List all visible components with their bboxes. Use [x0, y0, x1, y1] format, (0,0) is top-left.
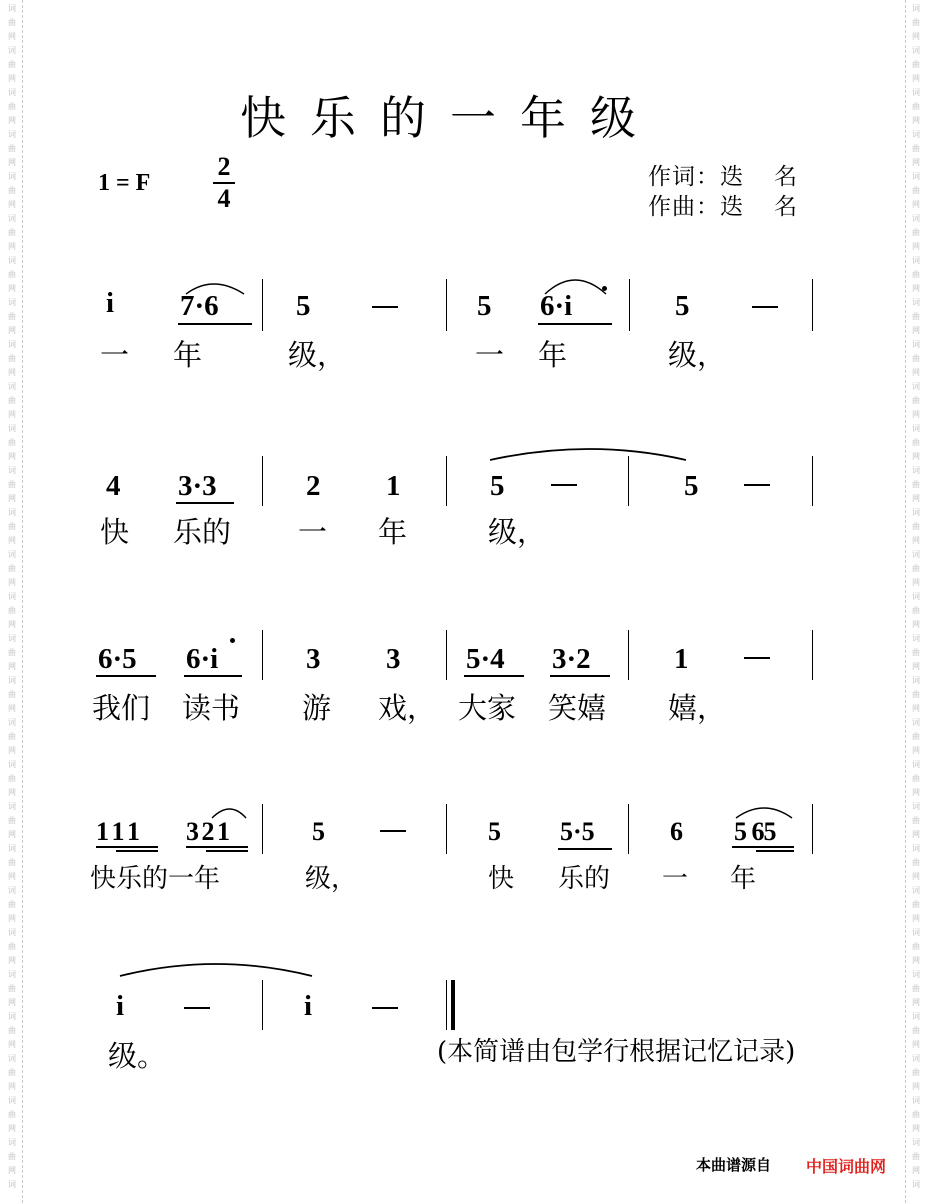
watermark-glyph: 网 [912, 242, 920, 251]
lyricist-label: 作词： [648, 164, 720, 190]
watermark-glyph: 曲 [8, 1152, 16, 1161]
watermark-glyph: 词 [912, 256, 920, 265]
note: 6·i [540, 290, 573, 322]
note: i [304, 990, 313, 1022]
watermark-glyph: 曲 [912, 1068, 920, 1077]
watermark-glyph: 词 [912, 382, 920, 391]
lyricist-name-b: 名 [774, 164, 798, 190]
watermark-glyph: 网 [8, 788, 16, 797]
watermark-glyph: 曲 [8, 564, 16, 573]
watermark-glyph: 词 [8, 466, 16, 475]
note: 3 [386, 643, 401, 675]
watermark-glyph: 网 [912, 788, 920, 797]
watermark-glyph: 词 [912, 508, 920, 517]
watermark-glyph: 网 [912, 662, 920, 671]
watermark-glyph: 曲 [912, 984, 920, 993]
watermark-glyph: 网 [8, 368, 16, 377]
watermark-glyph: 词 [912, 298, 920, 307]
slur [212, 809, 246, 818]
watermark-glyph: 网 [912, 284, 920, 293]
watermark-glyph: 曲 [8, 942, 16, 951]
lyric: 级， [305, 864, 358, 894]
lyric: 乐的 [558, 864, 611, 894]
watermark-glyph: 词 [912, 424, 920, 433]
watermark-glyph: 网 [912, 200, 920, 209]
lyricist-name-a: 迭 [720, 164, 744, 190]
watermark-glyph: 网 [912, 158, 920, 167]
watermark-glyph: 词 [8, 256, 16, 265]
watermark-glyph: 网 [912, 704, 920, 713]
note: 7·6 [180, 290, 219, 322]
watermark-glyph: 词 [912, 676, 920, 685]
watermark-glyph: 词 [8, 340, 16, 349]
watermark-glyph: 曲 [8, 858, 16, 867]
watermark-glyph: 网 [912, 872, 920, 881]
note: 5 [675, 290, 690, 322]
watermark-glyph: 网 [8, 662, 16, 671]
watermark-glyph: 曲 [8, 144, 16, 153]
lyric: 一 [100, 338, 130, 372]
watermark-glyph: 曲 [8, 396, 16, 405]
watermark-glyph: 曲 [912, 480, 920, 489]
watermark-glyph: 曲 [8, 606, 16, 615]
watermark-glyph: 词 [8, 970, 16, 979]
note: 3 [306, 643, 321, 675]
watermark-glyph: 网 [912, 830, 920, 839]
watermark-glyph: 网 [912, 578, 920, 587]
watermark-glyph: 网 [912, 326, 920, 335]
watermark-glyph: 网 [8, 410, 16, 419]
watermark-glyph: 词 [8, 592, 16, 601]
time-signature-bottom: 4 [217, 184, 231, 213]
lyric: 我们 [92, 691, 151, 725]
watermark-glyph: 网 [8, 1166, 16, 1175]
composer-label: 作曲： [648, 194, 720, 220]
watermark-glyph: 词 [8, 46, 16, 55]
watermark-glyph: 曲 [912, 18, 920, 27]
watermark-glyph: 曲 [912, 942, 920, 951]
composer-name-b: 名 [774, 194, 798, 220]
watermark-glyph: 词 [912, 760, 920, 769]
watermark-glyph: 曲 [912, 396, 920, 405]
lyric: 笑嬉 [548, 691, 607, 725]
watermark-glyph: 网 [8, 1124, 16, 1133]
lyric: 快 [488, 864, 515, 894]
lyric: 一 [298, 515, 328, 549]
note: 3·2 [552, 643, 591, 675]
watermark-glyph: 网 [912, 494, 920, 503]
note: 5 [477, 290, 492, 322]
watermark-glyph: 曲 [912, 186, 920, 195]
watermark-glyph: 曲 [912, 816, 920, 825]
note: 2 [306, 470, 321, 502]
watermark-glyph: 网 [8, 956, 16, 965]
watermark-glyph: 网 [8, 914, 16, 923]
watermark-glyph: 词 [8, 382, 16, 391]
watermark-glyph: 词 [912, 1180, 920, 1189]
watermark-glyph: 网 [8, 704, 16, 713]
watermark-glyph: 网 [8, 620, 16, 629]
note: 5·5 [560, 817, 595, 846]
watermark-glyph: 曲 [912, 102, 920, 111]
watermark-glyph: 词 [8, 886, 16, 895]
watermark-glyph: 网 [912, 746, 920, 755]
watermark-glyph: 词 [8, 424, 16, 433]
watermark-glyph: 曲 [8, 900, 16, 909]
watermark-glyph: 词 [8, 1180, 16, 1189]
slur [736, 808, 792, 818]
watermark-glyph: 词 [8, 718, 16, 727]
watermark-glyph: 词 [912, 718, 920, 727]
watermark-glyph: 曲 [912, 858, 920, 867]
slur [186, 284, 244, 294]
watermark-glyph: 网 [912, 1166, 920, 1175]
watermark-glyph: 曲 [912, 1110, 920, 1119]
watermark-glyph: 词 [912, 4, 920, 13]
watermark-glyph: 网 [8, 536, 16, 545]
lyric: 年 [378, 515, 408, 549]
watermark-glyph: 曲 [912, 564, 920, 573]
watermark-glyph: 曲 [8, 816, 16, 825]
slur [545, 280, 606, 294]
watermark-glyph: 曲 [8, 102, 16, 111]
note: 1 [674, 643, 689, 675]
lyric: 年 [538, 338, 568, 372]
lyric: 乐的 [173, 515, 232, 549]
watermark-glyph: 曲 [912, 354, 920, 363]
note: 5 [296, 290, 311, 322]
note: 5 [312, 817, 325, 846]
note: 3·3 [178, 470, 217, 502]
watermark-glyph: 网 [912, 1124, 920, 1133]
watermark-glyph: 词 [912, 172, 920, 181]
watermark-glyph: 曲 [8, 270, 16, 279]
note: 1 1 1 [96, 817, 138, 846]
watermark-glyph: 网 [8, 284, 16, 293]
site-name[interactable]: 中国词曲网 [806, 1157, 887, 1176]
note: 6·i [186, 643, 219, 675]
watermark-glyph: 曲 [912, 690, 920, 699]
watermark-glyph: 词 [8, 676, 16, 685]
watermark-glyph: 词 [912, 970, 920, 979]
watermark-glyph: 曲 [8, 60, 16, 69]
watermark-glyph: 曲 [912, 312, 920, 321]
watermark-glyph: 词 [8, 802, 16, 811]
watermark-glyph: 词 [8, 634, 16, 643]
watermark-glyph: 词 [912, 550, 920, 559]
note: 5 65 [734, 817, 776, 846]
watermark-glyph: 曲 [8, 312, 16, 321]
watermark-glyph: 曲 [912, 1026, 920, 1035]
lyric: 级， [288, 338, 347, 372]
watermark-glyph: 词 [8, 88, 16, 97]
watermark-glyph: 曲 [912, 522, 920, 531]
watermark-glyph: 网 [912, 368, 920, 377]
watermark-glyph: 曲 [912, 60, 920, 69]
watermark-glyph: 网 [8, 116, 16, 125]
watermark-glyph: 网 [912, 998, 920, 1007]
watermark-glyph: 曲 [8, 186, 16, 195]
watermark-glyph: 网 [912, 956, 920, 965]
note: i [106, 287, 115, 319]
watermark-glyph: 曲 [912, 774, 920, 783]
watermark-glyph: 曲 [8, 690, 16, 699]
watermark-glyph: 词 [912, 214, 920, 223]
lyric: 年 [730, 864, 757, 894]
lyric: 一 [475, 338, 505, 372]
watermark-glyph: 词 [8, 550, 16, 559]
lyric: 一 [662, 864, 689, 894]
watermark-glyph: 曲 [8, 228, 16, 237]
watermark-glyph: 网 [8, 872, 16, 881]
watermark-glyph: 网 [8, 452, 16, 461]
watermark-glyph: 曲 [8, 732, 16, 741]
watermark-glyph: 曲 [912, 228, 920, 237]
note: i [116, 990, 125, 1022]
lyric: 快 [100, 515, 130, 549]
watermark-glyph: 词 [8, 172, 16, 181]
note: 5·4 [466, 643, 505, 675]
watermark-glyph: 词 [912, 592, 920, 601]
watermark-glyph: 词 [8, 1096, 16, 1105]
transcription-note: (本简谱由包学行根据记忆记录) [437, 1037, 796, 1067]
note: 5 [488, 817, 501, 846]
watermark-glyph: 曲 [8, 18, 16, 27]
time-signature-top: 2 [217, 152, 231, 181]
watermark-glyph: 网 [912, 32, 920, 41]
watermark-glyph: 网 [8, 32, 16, 41]
composer-name-a: 迭 [720, 194, 744, 220]
watermark-glyph: 词 [912, 46, 920, 55]
watermark-glyph: 曲 [8, 1068, 16, 1077]
watermark-glyph: 网 [912, 536, 920, 545]
lyric: 戏， [378, 691, 437, 725]
watermark-glyph: 曲 [8, 480, 16, 489]
watermark-glyph: 曲 [912, 438, 920, 447]
watermark-glyph: 曲 [912, 1152, 920, 1161]
lyric: 快乐的一年 [90, 864, 221, 894]
watermark-glyph: 网 [8, 1040, 16, 1049]
watermark-glyph: 词 [912, 928, 920, 937]
key-signature: 1 = F [98, 170, 151, 196]
watermark-glyph: 网 [8, 242, 16, 251]
watermark-glyph: 词 [8, 298, 16, 307]
note: 6·5 [98, 643, 137, 675]
note: 6 [670, 817, 683, 846]
watermark-glyph: 网 [8, 578, 16, 587]
watermark-glyph: 曲 [912, 900, 920, 909]
watermark-glyph: 网 [8, 74, 16, 83]
watermark-glyph: 网 [8, 1082, 16, 1091]
watermark-glyph: 网 [912, 410, 920, 419]
lyric: 级。 [108, 1039, 167, 1073]
watermark-glyph: 网 [912, 620, 920, 629]
watermark-glyph: 网 [8, 998, 16, 1007]
watermark-glyph: 词 [912, 886, 920, 895]
lyric: 级， [488, 515, 547, 549]
tie [120, 964, 312, 976]
watermark-glyph: 曲 [912, 606, 920, 615]
lyric: 读书 [182, 691, 241, 725]
source-label: 本曲谱源自 [696, 1156, 772, 1174]
note: 5 [684, 470, 699, 502]
watermark-glyph: 曲 [912, 732, 920, 741]
lyric: 大家 [458, 691, 517, 725]
watermark-glyph: 词 [912, 88, 920, 97]
tie [490, 449, 686, 460]
watermark-glyph: 词 [912, 1138, 920, 1147]
watermark-glyph: 词 [8, 1138, 16, 1147]
watermark-glyph: 词 [8, 214, 16, 223]
watermark-glyph: 曲 [8, 774, 16, 783]
lyric: 游 [302, 691, 332, 725]
watermark-glyph: 词 [912, 466, 920, 475]
watermark-glyph: 词 [912, 802, 920, 811]
watermark-glyph: 词 [8, 1012, 16, 1021]
watermark-glyph: 网 [912, 914, 920, 923]
watermark-glyph: 网 [8, 746, 16, 755]
watermark-glyph: 词 [912, 1054, 920, 1063]
watermark-glyph: 曲 [912, 270, 920, 279]
lyric: 级， [668, 338, 727, 372]
watermark-glyph: 网 [8, 326, 16, 335]
watermark-glyph: 曲 [912, 648, 920, 657]
watermark-glyph: 网 [8, 158, 16, 167]
watermark-glyph: 词 [912, 1096, 920, 1105]
watermark-glyph: 曲 [8, 522, 16, 531]
watermark-glyph: 曲 [8, 648, 16, 657]
watermark-glyph: 曲 [8, 354, 16, 363]
watermark-glyph: 词 [912, 844, 920, 853]
watermark-glyph: 词 [8, 4, 16, 13]
note: 5 [490, 470, 505, 502]
watermark-glyph: 词 [8, 928, 16, 937]
watermark-glyph: 网 [912, 1082, 920, 1091]
watermark-glyph: 网 [912, 452, 920, 461]
watermark-glyph: 词 [912, 1012, 920, 1021]
watermark-glyph: 曲 [8, 984, 16, 993]
watermark-glyph: 词 [912, 634, 920, 643]
watermark-glyph: 词 [8, 844, 16, 853]
watermark-glyph: 网 [8, 830, 16, 839]
watermark-glyph: 网 [912, 74, 920, 83]
watermark-glyph: 曲 [912, 144, 920, 153]
page-title: 快乐的一年级 [240, 91, 660, 145]
watermark-glyph: 词 [8, 1054, 16, 1063]
watermark-glyph: 曲 [8, 438, 16, 447]
lyric: 嬉， [668, 691, 727, 725]
note: 3 2 1 [186, 817, 228, 846]
note: 4 [106, 470, 121, 502]
watermark-glyph: 词 [912, 130, 920, 139]
watermark-glyph: 网 [912, 116, 920, 125]
watermark-glyph: 曲 [8, 1110, 16, 1119]
watermark-glyph: 网 [912, 1040, 920, 1049]
watermark-glyph: 词 [8, 508, 16, 517]
watermark-glyph: 词 [912, 340, 920, 349]
watermark-glyph: 网 [8, 494, 16, 503]
watermark-glyph: 词 [8, 760, 16, 769]
watermark-glyph: 曲 [8, 1026, 16, 1035]
watermark-glyph: 网 [8, 200, 16, 209]
lyric: 年 [173, 338, 203, 372]
watermark-glyph: 词 [8, 130, 16, 139]
note: 1 [386, 470, 401, 502]
